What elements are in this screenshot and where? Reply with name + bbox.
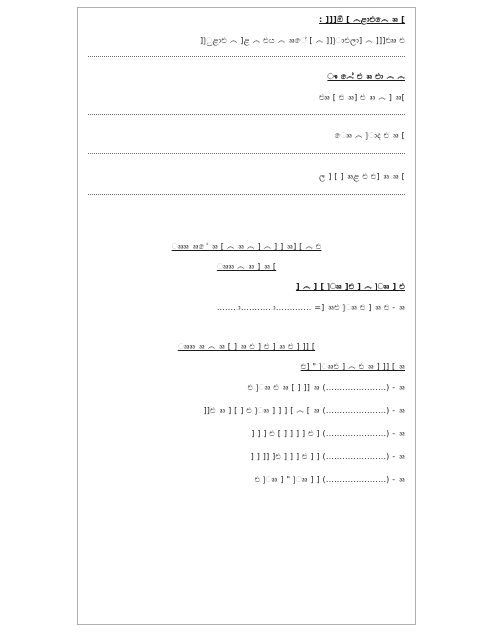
section-title: ෲෲ ෲ ේ ෲ [ ෴ ෲ ෴ ] ෴ ] ] ෲ] [ ෴ ළු xyxy=(171,242,322,251)
row-label: ළු ]ෲ ] " ]ෲ ] ] xyxy=(254,475,320,484)
row-number: - ෲ xyxy=(392,429,405,438)
section-line: ] ෴ ] [ ]ෲ ]ළු ] ෴ ]ෲ ] ළු xyxy=(295,282,405,291)
row-fill: (......................) xyxy=(322,452,390,461)
signature-line: ........ා............ා............. =] ෲළු ]ෲ ළු ] ෲ ළු - ෲ xyxy=(216,303,405,312)
header-line: ෙෲ ෴ ]ාද ළු ෲ [ xyxy=(334,131,405,140)
row-fill: (......................) xyxy=(322,475,390,484)
row-label: ]]ළු ෲ ] [ ] ළු ]ෲ ] ] ] [ ෴ [ ෲ xyxy=(203,406,320,415)
form-row xyxy=(255,474,405,485)
header-line: ෳ ෴ේ ළු ෲ ළුා ෴ ෴ xyxy=(327,72,405,81)
row-number: - ෲ xyxy=(392,383,405,392)
row-label: ] ] ] ළු [ ] ] ] ] ළු ] xyxy=(251,429,320,438)
row-number: - ෲ xyxy=(392,452,405,461)
row-number: - ෲ xyxy=(392,475,405,484)
row-number: - ෲ xyxy=(392,406,405,415)
header-line: ල ] [ ] ෲළ ළු ළු] ෲ ෲ [ xyxy=(319,172,405,181)
row-label: ළු ]ෲ ළු ෲ [ ] ]] ෲ xyxy=(247,383,320,392)
section-subtitle: ළු] " ]ෲළු ] ෴ ළු ෲ ] ]] [ ෲ xyxy=(300,362,405,371)
form-row xyxy=(251,451,405,462)
dotted-rule xyxy=(88,194,405,195)
header-line: ළුෲ [ ළු ෲ] ළු ෲ ෴ ] ෲ[ xyxy=(319,93,405,102)
section-subtitle: ෲෲ ෴ ෲ ] ෲ [ xyxy=(216,262,277,271)
form-row xyxy=(251,428,405,439)
header-title: : ]]]ඕ [ ෴ළාළු෴ෙ ෲ [ xyxy=(319,15,405,24)
row-fill: (......................) xyxy=(322,406,390,415)
row-label: ] ] ]] ]ළු ] ] ] ළු ] ] xyxy=(250,452,320,461)
dotted-rule xyxy=(88,56,405,57)
dotted-rule xyxy=(88,114,405,115)
section-title: ෲෲ ෲ ෴ ෲ [ ] ෲ ළු ] ළු ] ෲ ළු ] ]] [ xyxy=(177,342,316,351)
row-fill: (......................) xyxy=(322,383,390,392)
dotted-rule xyxy=(88,153,405,154)
form-row xyxy=(248,382,405,393)
header-line: ]]ුළාළු ෴ ]ළ ෴ ළුය ෴ ෲේ [ ෴ ]]]ාළුලා] ෴ ]]]ළුෲ ළු xyxy=(199,36,405,45)
document-page xyxy=(77,7,416,625)
form-row xyxy=(203,405,405,416)
row-fill: (......................) xyxy=(322,429,390,438)
